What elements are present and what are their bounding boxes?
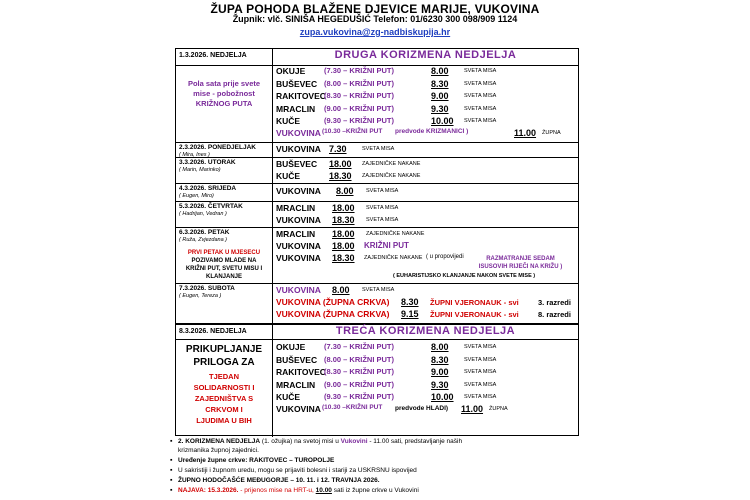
week1-title: DRUGA KORIZMENA NEDJELJA <box>334 49 517 61</box>
first-friday-note: PRVI PETAK U MJESECU <box>187 250 261 256</box>
week2-block: 8.3.2026. NEDJELJA PRIKUPLJANJE PRILOGA ZA TJEDAN SOLIDARNOSTI I ZAJEDNIŠTVA S CRKVOM I LJUDIMA U BIH TREĆA KORIZMENA NEDJELJA OKUJE (7.30 – KRIŽNI PUT) 8.00 SVETA MISA BUŠEVEC (8.00 – KRIŽNI PUT) 8.30 SVETA MISA RAKITOVEC (8.30 – KRIŽNI PUT) 9.00 SVETA MISA MRACLIN (9.00 – KRIŽNI PUT) 9.30 SVETA MISA KUČE (9.30 – KRIŽNI PUT) 10.00 SVETA MISA VUKOVINA (10.30 –KRIŽNI PUT predvode HLADI) 11.00 ŽUPNA <box>176 323 578 437</box>
note-confession: ▪ U sakristiji i župnom uredu, mogu se prijaviti bolesni i stariji za USKRSNU ispovijed <box>178 467 417 474</box>
email-link[interactable]: zupa.vukovina@zg-nadbiskupija.hr <box>299 27 451 37</box>
note-church-cleaning: ▪ Uređenje župne crkve: RAKITOVEC – TUROPOLJE <box>178 457 334 464</box>
pastor-line: Župnik: vlč. SINIŠA HEGEDUŠIĆ Telefon: 01/6230 300 098/909 1124 <box>232 14 518 24</box>
note-pilgrimage: ▪ ŽUPNO HODOČAŠĆE MEĐUGORJE – 10. 11. i 12. TRAVNJA 2026. <box>178 477 380 484</box>
parish-title: ŽUPA POHODA BLAŽENE DJEVICE MARIJE, VUKOVINA <box>210 2 540 16</box>
note-confirmation: ▪ 2. KORIZMENA NEDJELJA (1. ožujka) na svetoj misi u Vukovini - 11.00 sati, predstavljanje naših <box>178 438 462 445</box>
week2-title: TREĆA KORIZMENA NEDJELJA <box>335 325 516 337</box>
schedule-table <box>175 48 579 436</box>
week1-side-note: Pola sata prije svete mise - pobožnost KRIŽNOG PUTA <box>187 79 261 108</box>
note-confirmation-cont: krizmanika župnoj zajednici. <box>178 447 259 454</box>
collection-note: PRIKUPLJANJE PRILOGA ZA <box>185 344 263 368</box>
solidarity-note: TJEDAN SOLIDARNOSTI I ZAJEDNIŠTVA S CRKVOM I LJUDIMA U BIH <box>193 372 255 425</box>
day-saturday: 7.3.2026. SUBOTA ( Eugen, Tereza ) VUKOVINA 8.00 SVETA MISA VUKOVINA (ŽUPNA CRKVA) 8.30 ŽUPNI VJERONAUK - svi 3. razredi VUKOVINA (ŽUPNA CRKVA) 9.15 ŽUPNI VJERONAUK - svi 8. razredi <box>176 283 578 324</box>
day-thursday: 5.3.2026. ČETVRTAK ( Hadrijan, Vedran ) MRACLIN 18.00 SVETA MISA VUKOVINA 18.30 SVETA MISA <box>176 201 578 228</box>
week2-date: 8.3.2026. NEDJELJA <box>179 328 247 335</box>
week1-block: 1.3.2026. NEDJELJA Pola sata prije svete mise - pobožnost KRIŽNOG PUTA DRUGA KORIZMENA NEDJELJA OKUJE (7.30 – KRIŽNI PUT) 8.00 SVETA MISA BUŠEVEC (8.00 – KRIŽNI PUT) 8.30 SVETA MISA RAKITOVEC (8.30 – KRIŽNI PUT) 9.00 SVETA MISA MRACLIN (9.00 – KRIŽNI PUT) 9.30 SVETA MISA KUČE (9.30 – KRIŽNI PUT) 10.00 SVETA MISA VUKOVINA (10.30 –KRIŽNI PUT predvode KRIZMANICI ) 11.00 ŽUPNA <box>176 49 578 142</box>
day-friday: 6.3.2026. PETAK ( Ruža, Zvjezdana ) PRVI PETAK U MJESECU POZIVAMO MLADE NA KRIŽNI PUT, SVETU MISU I KLANJANJE MRACLIN 18.00 ZAJEDNIČKE NAKANE VUKOVINA 18.00 KRIŽNI PUT VUKOVINA 18.30 ZAJEDNIČKE NAKANE ( u propovijedi RAZMATRANJE SEDAM ISUSOVIH RIJEČI NA KRIŽU ) ( EUHARISTIJSKO KLANJANJE NAKON SVETE MISE ) <box>176 227 578 284</box>
week1-date: 1.3.2026. NEDJELJA <box>179 52 247 59</box>
note-announcement: ▪ NAJAVA: 15.3.2026. - prijenos mise na HRT-u, 10.00 sati iz župne crkve u Vukovini <box>178 487 419 494</box>
day-monday: 2.3.2026. PONEDJELJAK ( Mira, Ines ) VUKOVINA 7.30 SVETA MISA <box>176 142 578 158</box>
day-tuesday: 3.3.2026. UTORAK ( Marin, Marinko) BUŠEVEC 18.00 ZAJEDNIČKE NAKANE KUČE 18.30 ZAJEDNIČKE NAKANE <box>176 157 578 184</box>
day-wednesday: 4.3.2026. SRIJEDA ( Eugen, Miro) VUKOVINA 8.00 SVETA MISA <box>176 183 578 202</box>
